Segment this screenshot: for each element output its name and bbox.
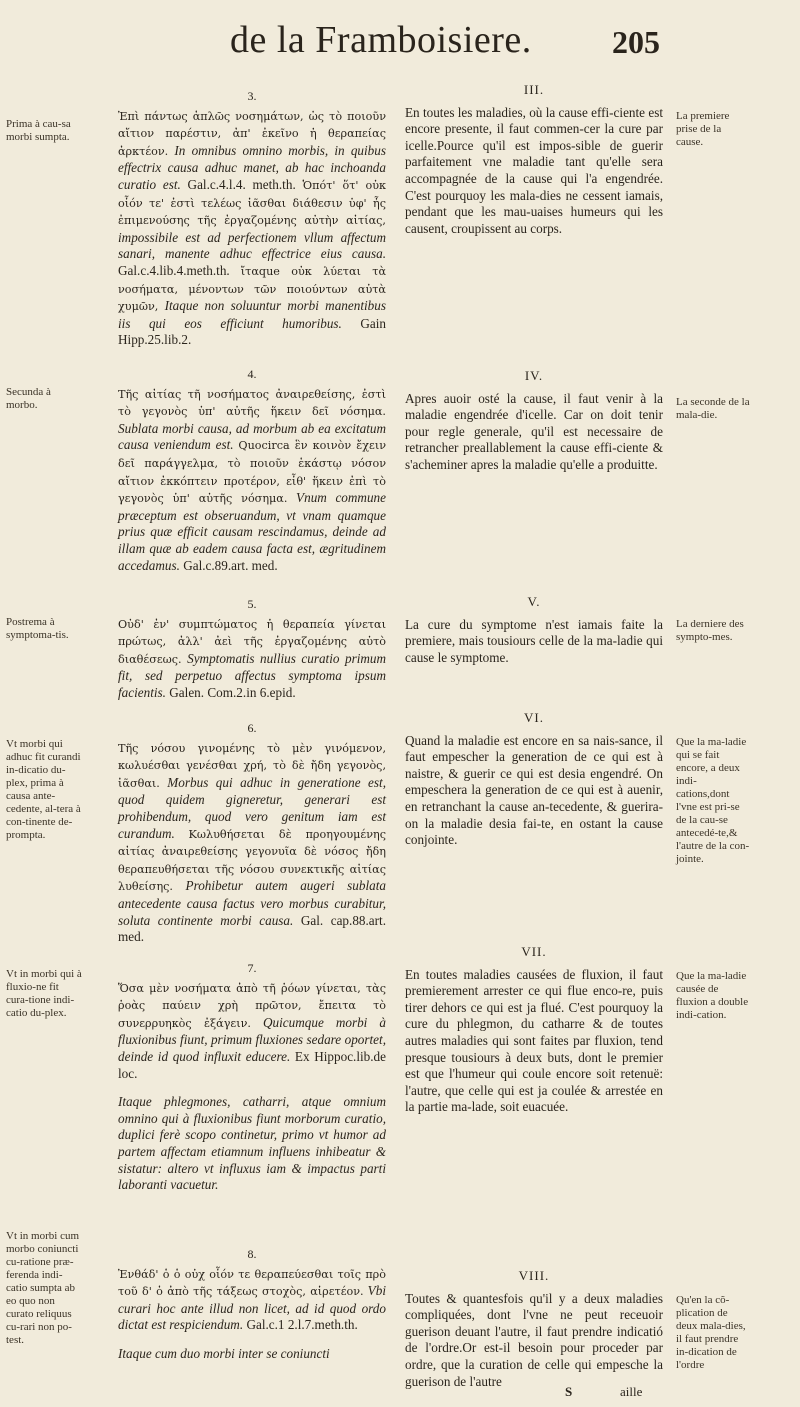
aphorism-number: V.: [527, 594, 541, 609]
margin-note-left: Secunda à morbo.: [6, 386, 51, 411]
margin-note-right: La derniere des sympto-mes.: [676, 618, 744, 643]
citation: Gain Hipp.25.lib.2.: [118, 315, 387, 348]
latin-text: Symptomatis nullius curatio primum fit, sed perpetuo affectus symptoma ipsum facientis.: [118, 650, 386, 700]
margin-note-left: Prima à cau-sa morbi sumpta.: [6, 118, 71, 143]
aphorism-5-latin: [118, 596, 386, 702]
latin-text: Vbi curari hoc ante illud non licet, ad id quod ordo dictat est respiciendum.: [118, 1283, 386, 1333]
aphorism-number: 7.: [247, 961, 257, 975]
latin-text: Itaque cum duo morbi inter se coniuncti: [118, 1345, 330, 1361]
greek-text: Ἐνθάδ' ὁ ὁ οὐχ οἷόν τε θεραπεύεσθαι τοῖς πρὸ τοῦ δ' ὁ ἀπὸ τῆς τάξεως στοχὸς, αἱρετέον.: [118, 1267, 386, 1299]
french-text: En toutes maladies causées de fluxion, il faut premierement arrester ce qui flue enco-re, puis tirer dehors ce qui est ja flué. C'est pourquoy la cure du phlegmon, du catharre & de toutes autres maladies qui sont faites par fluxion, tend presque tousiours à deux buts, dont le premier est que l'humeur qui coule encore soit retenuë: l'autre, que celle qui est ja coulée & arrestée en la partie ma-lade, soit euacuée.: [405, 966, 663, 1115]
aphorism-6-french: [405, 710, 663, 849]
citation: Gal. cap.88.art. med.: [118, 912, 387, 945]
running-title: de la Framboisiere.: [230, 19, 532, 61]
latin-text: Itaque non soluuntur morbi manentibus iis qui eos efficiunt humoribus.: [118, 298, 386, 331]
margin-note-right: Qu'en la cõ-plication de deux mala-dies, il faut prendre in-dication de l'ordre: [676, 1294, 746, 1371]
aphorism-8-latin: [118, 1246, 386, 1363]
french-text: Apres auoir osté la cause, il faut venir à la maladie engendrée d'icelle. Car on doit tenir pour regle generale, qu'il est necessaire de retrancher preallablement la cause effi-ciente & s'acheminer apres la maladie qu'elle a produitte.: [405, 390, 663, 472]
french-text: Toutes & quantesfois qu'il y a deux maladies compliquées, dont l'vne ne peut receuoir guerison deuant l'autre, il faut prendre indicatió de l'ordre.Or est-il besoin pour proceder par ordre, que la curation de celle qui empesche la guerison de l'autre: [405, 1290, 663, 1389]
aphorism-3-french: [405, 82, 663, 237]
latin-text: Quicumque morbi à fluxionibus fiunt, primum fluxiones sedare oportet, deinde id quod influxit educere.: [118, 1014, 386, 1064]
latin-text: Itaque phlegmones, catharri, atque omnium omnino qui à fluxionibus fiunt morborum curatio, duplici ferè scopo continetur, primo vt humor ad partem affectam etiamnum influens inhibeatur & sistatur: altero vt influxus iam & impactus parti laboranti vacuetur.: [118, 1094, 386, 1193]
aphorism-number: 8.: [247, 1247, 257, 1261]
french-text: La cure du symptome n'est iamais faite la premiere, mais tousiours celle de la ma-ladie qui cause le symptome.: [405, 616, 663, 665]
greek-text: Ἐπὶ πάντως ἁπλῶς νοσημάτων, ὡς τὸ ποιοῦν αἴτιον παρέστιν, ἀπ' ἐκεῖνο ἡ θεραπείας ἀρκτέον.: [118, 109, 386, 158]
citation: Gal.c.89.art. med.: [183, 557, 278, 573]
greek-text: Οὐδ' ἐν' συμπτώματος ἡ θεραπεία γίνεται πρώτως, ἀλλ' ἀεὶ τῆς ἐργαζομένης αὐτὸ διαθέσεως.: [118, 617, 386, 666]
aphorism-number: VI.: [524, 710, 544, 725]
aphorism-number: 3.: [247, 89, 257, 103]
french-text: En toutes les maladies, où la cause effi-ciente est encore presente, il faut commen-cer la cure par icelle.Pource qu'il est impos-sible de guerir parfaitement vne maladie tant qu'elle sera accompagnée de la cause qui l'a engendrée. C'est pourquoy les mala-dies ne cessent iamais, pendant que les mau-uaises humeurs qui les causent, croupissent au corps.: [405, 104, 663, 236]
latin-text: Morbus qui adhuc in generatione est, quod quidem gigneretur, generari est prohibendum, quod vero genitum iam est curandum.: [118, 774, 386, 841]
aphorism-5-french: [405, 594, 663, 666]
citation: Gal.c.1 2.l.7.meth.th.: [243, 1317, 358, 1333]
latin-text: In omnibus omnino morbis, in quibus effectrix causa adhuc manet, ab hac inchoanda curatio est.: [118, 142, 387, 192]
aphorism-7-latin: [118, 960, 386, 1194]
greek-text: Κωλυθήσεται δὲ προηγουμένης αἰτίας ἀναιρεθείσης γεγονυῖα δὲ νόσος ἤδη θεραπευθήσεται τῆς νόσου συνεκτικῆς αἰτίας λυθείσης.: [118, 827, 386, 894]
latin-text: impossibile est ad perfectionem vllum affectum sanari, manente adhuc effectrice eius causa.: [118, 229, 386, 262]
aphorism-7-french: [405, 944, 663, 1116]
aphorism-number: 6.: [247, 721, 257, 735]
aphorism-number: 5.: [247, 597, 257, 611]
latin-text: Vnum commune præceptum est obseruandum, vt vnam quamque prius quæ efficit causam rescindamus, deinde ad illam quæ ab eadem causa facta est, ægritudinem accedamus.: [118, 490, 386, 573]
margin-note-left: Vt morbi qui adhuc fit curandi in-dicatio du-plex, prima à causa ante-cedente, al-tera à con-tinente de-prompta.: [6, 738, 81, 841]
citation: Gal.c.4.l.4. meth.th.: [180, 176, 296, 192]
greek-text: Τῆς νόσου γινομένης τὸ μὲν γινόμενον, κωλυέσθαι γενέσθαι χρή, τὸ δὲ ἤδη γεγονὸς, ἰᾶσθαι.: [118, 741, 386, 790]
margin-note-right: La premiere prise de la cause.: [676, 110, 730, 148]
margin-note-right: Que la ma-ladie qui se fait encore, a deux indi-cations,dont l'vne est pri-se de la cau-se antecedé-te,& l'autre de la con-jointe.: [676, 736, 750, 865]
aphorism-number: VIII.: [518, 1268, 550, 1283]
greek-text: Ὅσα μὲν νοσήματα ἀπὸ τῆ ῥόων γίνεται, τὰς ῥοὰς παύειν χρὴ πρῶτον, ἔπειτα τὸ συνερρυηκὸς ἐξάγειν.: [118, 981, 386, 1030]
greek-text: ἴταque οὐκ λύεται τὰ νοσήματα, μένοντων τῶν ποιούντων αὐτὰ χυμῶν,: [118, 264, 386, 314]
margin-note-right: Que la ma-ladie causée de fluxion a double indi-cation.: [676, 970, 749, 1021]
greek-text: Ὁπότ' ὅτ' οὐκ οἷόν τε' ἐστὶ τελέως ἰᾶσθαι διάθεσιν ὑφ' ἧς ἐπιμενούσης τῆς ἐργαζομένης αὐτὴν αἰτίας,: [118, 178, 387, 228]
aphorism-number: 4.: [247, 367, 257, 381]
aphorism-4-french: [405, 368, 663, 474]
aphorism-number: VII.: [521, 944, 547, 959]
citation: Galen. Com.2.in 6.epid.: [169, 684, 296, 700]
margin-note-left: Vt in morbi qui à fluxio-ne fit cura-tione indi-catio du-plex.: [6, 968, 82, 1019]
greek-text: Τῆς αἰτίας τῆ νοσήματος ἀναιρεθείσης, ἐστὶ τὸ γεγονὸς ὑπ' αὐτῆς ἥκειν δεῖ νόσημα.: [118, 387, 386, 419]
aphorism-3-latin: [118, 88, 386, 349]
citation: Ex Hippoc.lib.de loc.: [118, 1048, 387, 1081]
aphorism-6-latin: [118, 720, 386, 946]
greek-text: Quocirca ἓν κοινὸν ἔχειν δεῖ παράγγελμα, τὸ ποιοῦν ἑκάστῳ νόσον αἴτιον ἐκκόπτειν προτέρον, εἶθ' ἥκειν ἐπὶ τὸ γεγονὸς ὑπ' αὐτῆς νόσημα.: [118, 439, 387, 506]
margin-note-right: La seconde de la mala-die.: [676, 396, 750, 421]
aphorism-number: III.: [523, 82, 545, 97]
aphorism-4-latin: [118, 366, 386, 574]
margin-note-left: Vt in morbi cum morbo coniuncti cu-ratione præ-ferenda indi-catio sumpta ab eo quo non curato reliquus cu-rari non po-test.: [6, 1230, 80, 1346]
signature-mark: S: [565, 1384, 573, 1399]
aphorism-number: IV.: [524, 368, 544, 383]
aphorism-8-french: [405, 1268, 663, 1390]
french-text: Quand la maladie est encore en sa nais-sance, il faut empescher la generation de ce qui est à naistre, & guerir ce qui est desia engendré. On empeschera la generation de ce qui est à auenir, en retranchant la cause an-tecedente, & guerira-on la maladie desia fai-te, en ostant la cause conjointe.: [405, 732, 663, 848]
page-number: 205: [612, 24, 660, 60]
catchword: aille: [620, 1384, 643, 1399]
citation: Gal.c.4.lib.4.meth.th.: [118, 262, 230, 278]
page-header: [0, 18, 800, 78]
margin-note-left: Postrema à symptoma-tis.: [6, 616, 69, 641]
latin-text: Prohibetur autem augeri sublata antecedente causa factus vero morbus curabitur, soluta continente morbi causa.: [118, 878, 386, 928]
latin-text: Sublata morbi causa, ad morbum ab ea excitatum causa veniendum est.: [118, 420, 386, 453]
